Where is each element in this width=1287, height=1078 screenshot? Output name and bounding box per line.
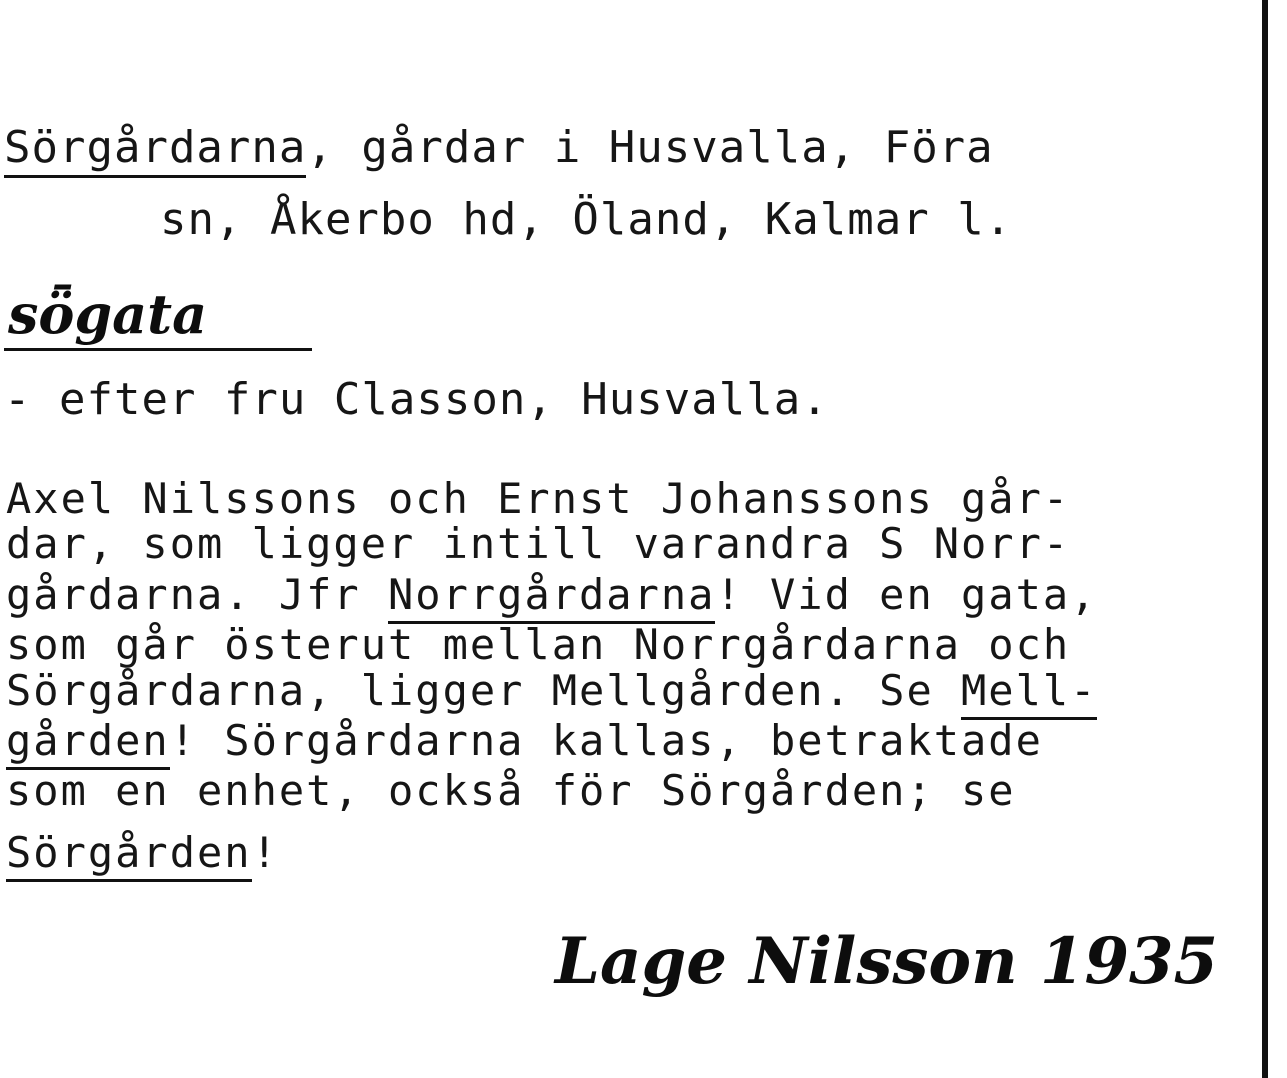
pronunciation-source: - efter fru Classon, Husvalla.	[4, 374, 829, 425]
body-line-2: dar, som ligger intill varandra S Norr-	[6, 519, 1071, 568]
card-edge-line	[1262, 0, 1268, 1078]
ref-mell: Mell-	[961, 666, 1097, 720]
pronunciation-handwritten: sȫgata	[8, 282, 208, 346]
heading-line-2: sn, Åkerbo hd, Öland, Kalmar l.	[160, 194, 1013, 245]
ref-garden: gården	[6, 716, 170, 770]
heading-line-1-rest: , gårdar i Husvalla, Föra	[306, 122, 994, 173]
body-line-1: Axel Nilssons och Ernst Johanssons går-	[6, 474, 1071, 523]
body-line-4: som går österut mellan Norrgårdarna och	[6, 620, 1071, 669]
ref-sorgarden: Sörgården	[6, 828, 252, 882]
pronunciation-underline	[4, 348, 312, 351]
body-line-6	[6, 716, 1043, 765]
heading-line-1	[4, 122, 994, 173]
body-line-7: som en enhet, också för Sörgården; se	[6, 766, 1016, 815]
signature-name: Lage Nilsson	[555, 924, 1018, 999]
body-line-6-end: ! Sörgårdarna kallas, betraktade	[169, 716, 1043, 765]
heading-place-name: Sörgårdarna	[4, 122, 306, 178]
signature	[555, 922, 1218, 1002]
body-line-5-start: Sörgårdarna, ligger Mellgården. Se	[6, 666, 962, 715]
body-line-3-start: gårdarna. Jfr	[6, 570, 389, 619]
body-line-3-end: ! Vid en gata,	[715, 570, 1098, 619]
body-line-8	[6, 828, 279, 877]
body-line-8-end: !	[251, 828, 279, 877]
signature-year: 1935	[1039, 924, 1219, 999]
body-line-5	[6, 666, 1098, 715]
ref-norrgardarna: Norrgårdarna	[388, 570, 715, 624]
body-line-3	[6, 570, 1098, 619]
